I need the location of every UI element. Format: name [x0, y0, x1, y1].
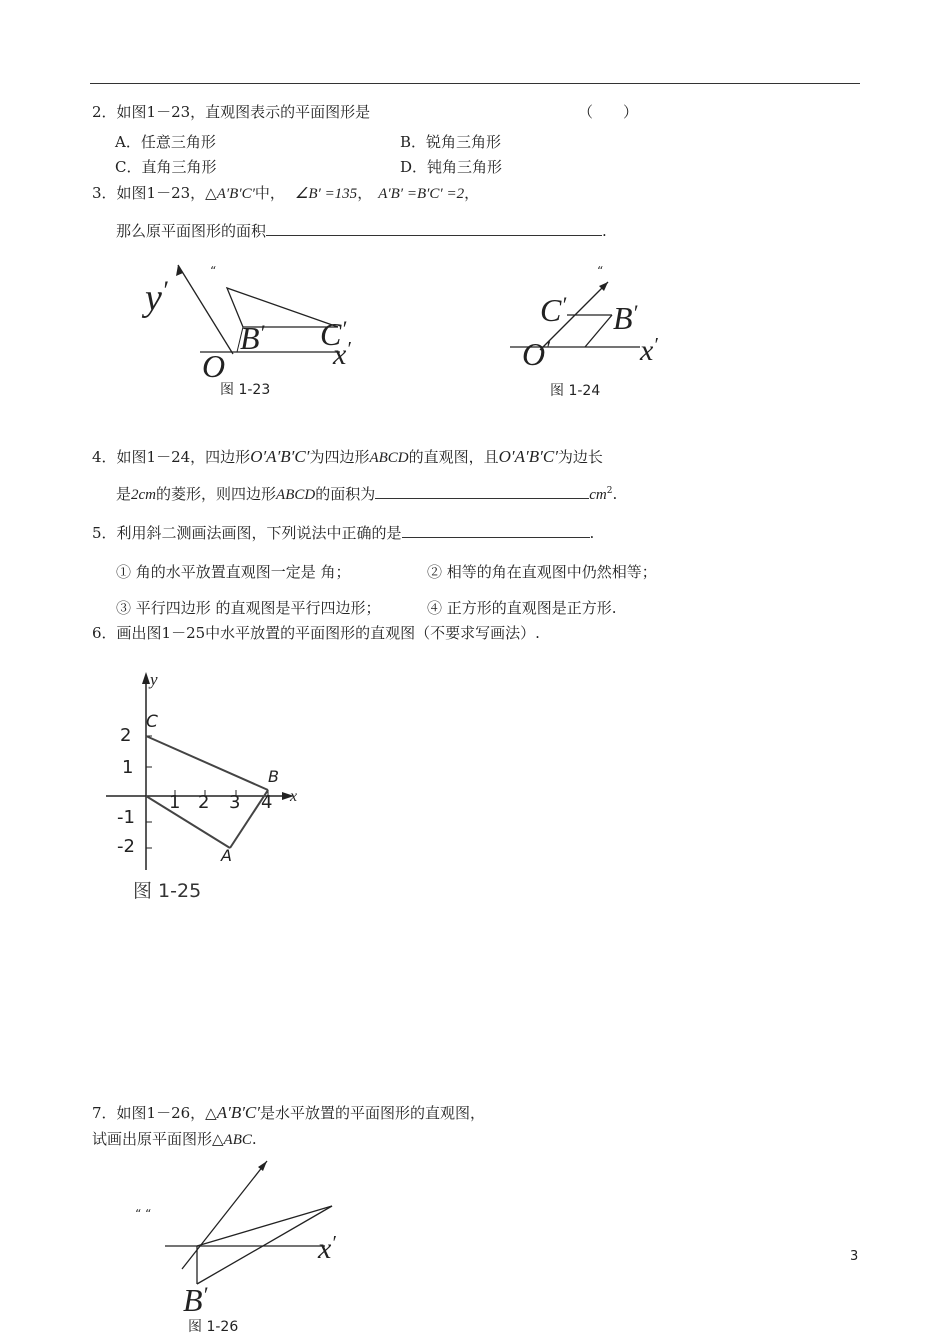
q2-option-c: C．直角三角形 [115, 158, 217, 176]
q4-text-b: 为四边形 [309, 448, 370, 466]
q4-line2-a: 是 [116, 485, 132, 503]
fig24-c-label: C′ [540, 292, 567, 328]
q4-unit: cm [589, 487, 607, 503]
fig25-xtick-label: 4 [261, 792, 273, 813]
fig26-y-axis [182, 1161, 267, 1269]
q4-length: 2cm [131, 487, 157, 503]
page-number: 3 [850, 1249, 859, 1264]
fig26-side-upper [197, 1206, 332, 1246]
q3-end: ， [464, 184, 480, 202]
fig23-o-label: O [202, 348, 226, 384]
q4-line2-b: 的菱形，则四边形 [156, 485, 277, 503]
q3-triangle: A′B′C′ [216, 186, 255, 202]
q3-comma: ， [357, 184, 373, 202]
fig23-quote: “ [210, 264, 217, 278]
q5-period: . [589, 524, 595, 542]
q3-equality: A′B′ =B′C′ =2 [378, 186, 465, 202]
fig26-caption: 图 1-26 [188, 1319, 239, 1335]
fig24-quote: “ [597, 264, 604, 278]
q5-statement-3: ③ 平行四边形 的直观图是平行四边形； [116, 599, 381, 617]
q3-area-text: 那么原平面图形的面积 [116, 222, 267, 240]
fig25-y-label: y [150, 670, 158, 689]
fig26-side-lower [197, 1206, 332, 1284]
fig24-b-label: B′ [613, 300, 638, 336]
fig25-b-label: B [268, 767, 279, 786]
q5-statement-2: ② 相等的角在直观图中仍然相等； [427, 563, 657, 581]
q7-line1-b: 是水平放置的平面图形的直观图， [259, 1104, 485, 1122]
q4-period: . [612, 485, 618, 503]
fig23-caption: 图 1-23 [220, 382, 271, 398]
fig23-x-label: x′ [333, 338, 351, 371]
q7-abc: ABC [223, 1132, 252, 1148]
q4-quad2: O′A′B′C′ [498, 447, 558, 466]
fig24-o-label: O′ [522, 336, 550, 372]
fig26-y-arrow [258, 1161, 267, 1171]
q4-quad1: O′A′B′C′ [250, 447, 310, 466]
q4-text-c: 的直观图，且 [408, 448, 499, 466]
fig25-c-label: C [146, 712, 158, 732]
fig25-ytick-label: -1 [117, 807, 135, 828]
q7-line2-a: 试画出原平面图形△ [92, 1130, 224, 1148]
fig23-c-label: C′ [320, 316, 347, 352]
q4-abcd: ABCD [369, 450, 409, 466]
q2-option-b: B．锐角三角形 [400, 133, 502, 151]
q4-abcd2: ABCD [276, 487, 316, 503]
fig25-caption: 图 1-25 [133, 880, 202, 902]
fig25-xtick-label: 3 [229, 792, 241, 813]
fig25-ytick-label: -2 [117, 836, 135, 857]
q5-statement-4: ④ 正方形的直观图是正方形. [427, 599, 617, 617]
q7-period: . [251, 1130, 257, 1148]
q3-period: . [602, 222, 607, 240]
q2-stem: 2．如图1－23，直观图表示的平面图形是 [92, 103, 371, 121]
fig25-a-label: A [221, 846, 232, 865]
q2-option-a: A．任意三角形 [115, 133, 216, 151]
fig25-xtick-label: 1 [169, 792, 181, 813]
fig25-ytick-label: 1 [122, 757, 134, 778]
fig23-y-label: y′ [145, 276, 168, 319]
fig26-x-label: x′ [318, 1232, 336, 1265]
q4-text-a: 4．如图1－24，四边形 [92, 448, 251, 466]
fig26-quote: “ “ [135, 1207, 152, 1221]
fig25-x-label: x [290, 788, 298, 805]
fig24-x-label: x′ [640, 334, 658, 367]
q3-angle: ∠B′ =135 [294, 186, 358, 202]
fig26-b-label: B′ [183, 1282, 208, 1318]
q5-stem: 5．利用斜二测画法画图，下列说法中正确的是 [92, 524, 402, 542]
q5-statement-1: ① 角的水平放置直观图一定是 角； [116, 563, 351, 581]
q4-unit-sup: 2 [606, 486, 613, 496]
q2-option-d: D．钝角三角形 [400, 158, 503, 176]
q7-line1-a: 7．如图1－26，△ [92, 1104, 217, 1122]
q6-stem: 6．画出图1－25中水平放置的平面图形的直观图（不要求写画法）. [92, 624, 540, 642]
q3-stem-a: 3．如图1－23，△ [92, 184, 217, 202]
q3-stem-b: 中， [254, 184, 285, 202]
q4-line2-c: 的面积为 [315, 485, 376, 503]
fig25-xtick-label: 2 [198, 792, 210, 813]
q2-answer-paren: （ ） [578, 103, 639, 121]
q4-text-d: 为边长 [557, 448, 603, 466]
fig25-ytick-label: 2 [120, 725, 132, 746]
q7-triangle: A′B′C′ [216, 1103, 260, 1122]
fig24-caption: 图 1-24 [550, 383, 601, 399]
fig23-b-label: B′ [240, 320, 265, 356]
